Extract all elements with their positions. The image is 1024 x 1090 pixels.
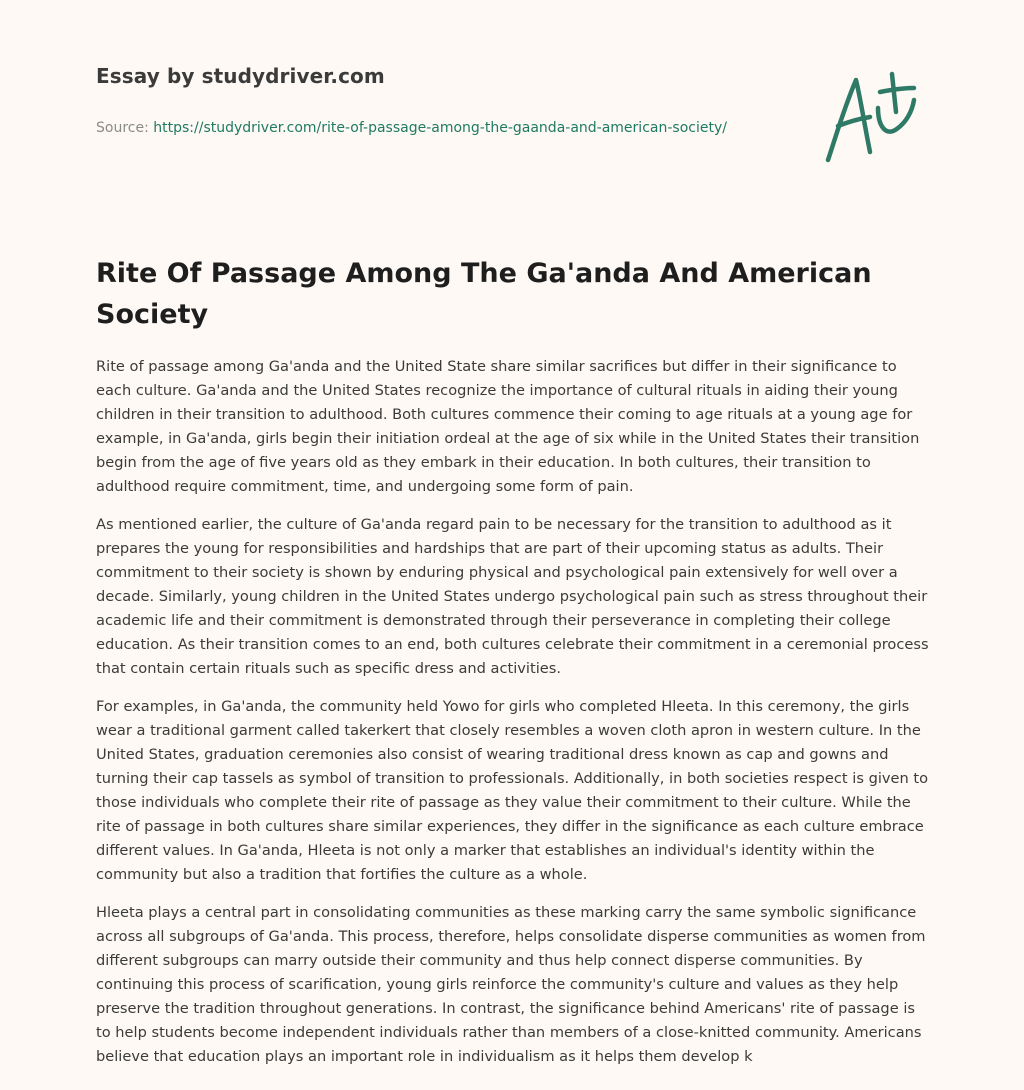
- paragraph: Rite of passage among Ga'anda and the United State share similar sacrifices but differ in their significance to each culture. Ga'anda and the United States recognize the importance of cultural rituals in aiding their young children in their transition to adulthood. Both cultures commence their coming to age rituals at a young age for example, in Ga'anda, girls begin their initiation ordeal at the age of six while in the United States their transition begin from the age of five years old as they embark in their education. In both cultures, their transition to adulthood require commitment, time, and undergoing some form of pain.: [96, 358, 920, 495]
- essay-title: Rite Of Passage Among The Ga'anda And American Society: [96, 258, 872, 330]
- source-link[interactable]: https://studydriver.com/rite-of-passage-among-the-gaanda-and-american-society/: [153, 120, 727, 136]
- essay-header: [96, 64, 736, 140]
- essay-body: [96, 355, 932, 1083]
- site-attribution: Essay by studydriver.com: [96, 64, 385, 88]
- source-line: [96, 116, 736, 140]
- a-plus-grade-icon: [820, 66, 930, 166]
- paragraph: As mentioned earlier, the culture of Ga'anda regard pain to be necessary for the transition to adulthood as it prepares the young for responsibilities and hardships that are part of their upcoming status as adults. Their commitment to their society is shown by enduring physical and psychological pain extensively for well over a decade. Similarly, young children in the United States undergo psychological pain such as stress throughout their academic life and their commitment is demonstrated through their perseverance in completing their college education. As their transition comes to an end, both cultures celebrate their commitment in a ceremonial process that contain certain rituals such as specific dress and activities.: [96, 516, 929, 677]
- source-label: Source:: [96, 120, 154, 136]
- paragraph: For examples, in Ga'anda, the community held Yowo for girls who completed Hleeta. In this ceremony, the girls wear a traditional garment called takerkert that closely resembles a woven cloth apron in western culture. In the United States, graduation ceremonies also consist of wearing traditional dress known as cap and gowns and turning their cap tassels as symbol of transition to professionals. Additionally, in both societies respect is given to those individuals who complete their rite of passage as they value their commitment to their culture. While the rite of passage in both cultures share similar experiences, they differ in the significance as each culture embrace different values. In Ga'anda, Hleeta is not only a marker that establishes an individual's identity within the community but also a tradition that fortifies the culture as a whole.: [96, 698, 929, 883]
- paragraph: Hleeta plays a central part in consolidating communities as these marking carry the same symbolic significance across all subgroups of Ga'anda. This process, therefore, helps consolidate disperse communities as women from different subgroups can marry outside their community and thus help connect disperse communities. By continuing this process of scarification, young girls reinforce the community's culture and values as they help preserve the tradition throughout generations. In contrast, the significance behind Americans' rite of passage is to help students become independent individuals rather than members of a close-knitted community. Americans believe that education plays an important role in individualism as it helps them develop k: [96, 904, 926, 1065]
